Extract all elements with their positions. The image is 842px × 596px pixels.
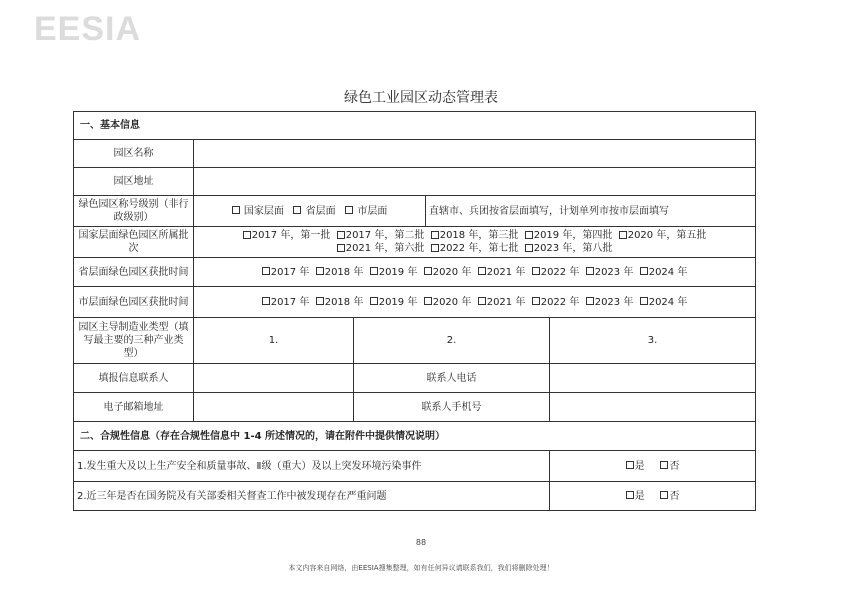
provincial-year-options: [194, 258, 756, 287]
industry-type-label: 园区主导制造业类型（填写最主要的三种产业类型）: [74, 318, 194, 364]
email-label: 电子邮箱地址: [74, 393, 194, 422]
no-option[interactable]: 否: [660, 491, 679, 502]
batch-option[interactable]: 2021 年，第六批: [337, 243, 425, 254]
section-compliance-header: 二、合规性信息（存在合规性信息中 1-4 所述情况的，请在附件中提供情况说明）: [74, 422, 756, 451]
municipal-time-label: 市层面绿色园区获批时间: [74, 287, 194, 318]
checkbox[interactable]: [619, 231, 627, 239]
park-name-field[interactable]: [194, 140, 756, 168]
year-option[interactable]: 2021 年: [478, 267, 526, 278]
year-option[interactable]: 2022 年: [532, 297, 580, 308]
yes-option[interactable]: 是: [626, 461, 645, 472]
compliance-item-2-options: [550, 482, 756, 511]
checkbox[interactable]: [586, 297, 594, 305]
year-option[interactable]: 2023 年: [586, 267, 634, 278]
batch-option[interactable]: 2020 年，第五批: [619, 230, 707, 241]
checkbox[interactable]: [525, 231, 533, 239]
checkbox[interactable]: [478, 297, 486, 305]
title-level-label: 绿色园区称号级别（非行政级别）: [74, 196, 194, 227]
compliance-item-1-text: 1.发生重大及以上生产安全和质量事故、Ⅱ级（重大）及以上突发环境污染事件: [74, 451, 550, 482]
year-option[interactable]: 2020 年: [424, 297, 472, 308]
checkbox[interactable]: [431, 231, 439, 239]
year-option[interactable]: 2021 年: [478, 297, 526, 308]
level-option-provincial[interactable]: 省层面: [293, 206, 335, 217]
park-address-field[interactable]: [194, 168, 756, 196]
contact-person-field[interactable]: [194, 364, 354, 393]
checkbox[interactable]: [243, 231, 251, 239]
checkbox[interactable]: [424, 297, 432, 305]
year-option[interactable]: 2019 年: [370, 297, 418, 308]
checkbox[interactable]: [640, 267, 648, 275]
section-basic-info-header: 一、基本信息: [74, 112, 756, 140]
checkbox[interactable]: [431, 244, 439, 252]
batch-option[interactable]: 2019 年，第四批: [525, 230, 613, 241]
batch-option[interactable]: 2018 年，第三批: [431, 230, 519, 241]
year-option[interactable]: 2019 年: [370, 267, 418, 278]
checkbox[interactable]: [478, 267, 486, 275]
year-option[interactable]: 2023 年: [586, 297, 634, 308]
checkbox[interactable]: [262, 267, 270, 275]
checkbox[interactable]: [337, 231, 345, 239]
year-option[interactable]: 2018 年: [316, 267, 364, 278]
checkbox[interactable]: [293, 206, 301, 214]
checkbox[interactable]: [345, 206, 353, 214]
year-option[interactable]: 2022 年: [532, 267, 580, 278]
checkbox[interactable]: [640, 297, 648, 305]
footer-disclaimer: 本文内容来自网络，由EESIA搜集整理，如有任何异议请联系我们，我们将删除处理！: [288, 564, 554, 572]
checkbox[interactable]: [660, 461, 668, 469]
checkbox[interactable]: [262, 297, 270, 305]
batch-option[interactable]: 2017 年，第二批: [337, 230, 425, 241]
batch-option[interactable]: 2022 年，第七批: [431, 243, 519, 254]
checkbox[interactable]: [337, 244, 345, 252]
checkbox[interactable]: [626, 491, 634, 499]
checkbox[interactable]: [626, 461, 634, 469]
checkbox[interactable]: [660, 491, 668, 499]
year-option[interactable]: 2018 年: [316, 297, 364, 308]
checkbox[interactable]: [316, 267, 324, 275]
yes-option[interactable]: 是: [626, 491, 645, 502]
year-option[interactable]: 2024 年: [640, 267, 688, 278]
eesia-logo: EESIA: [34, 10, 142, 48]
checkbox[interactable]: [532, 297, 540, 305]
provincial-time-label: 省层面绿色园区获批时间: [74, 258, 194, 287]
checkbox[interactable]: [232, 206, 240, 214]
compliance-item-1-options: [550, 451, 756, 482]
checkbox[interactable]: [370, 267, 378, 275]
contact-phone-label: 联系人电话: [354, 364, 550, 393]
checkbox[interactable]: [532, 267, 540, 275]
industry-field-1[interactable]: 1.: [194, 318, 354, 364]
checkbox[interactable]: [424, 267, 432, 275]
park-name-label: 园区名称: [74, 140, 194, 168]
level-option-national[interactable]: 国家层面: [232, 206, 284, 217]
national-batch-options: [194, 227, 756, 258]
batch-option[interactable]: 2017 年，第一批: [243, 230, 331, 241]
contact-person-label: 填报信息联系人: [74, 364, 194, 393]
year-option[interactable]: 2020 年: [424, 267, 472, 278]
checkbox[interactable]: [370, 297, 378, 305]
batch-option[interactable]: 2023 年，第八批: [525, 243, 613, 254]
mobile-label: 联系人手机号: [354, 393, 550, 422]
management-form-table: [73, 111, 756, 511]
checkbox[interactable]: [586, 267, 594, 275]
level-option-municipal[interactable]: 市层面: [345, 206, 387, 217]
no-option[interactable]: 否: [660, 461, 679, 472]
municipal-year-options: [194, 287, 756, 318]
industry-field-3[interactable]: 3.: [550, 318, 756, 364]
page-number: 88: [415, 538, 427, 547]
national-batch-label: 国家层面绿色园区所属批次: [74, 227, 194, 258]
compliance-item-2-text: 2.近三年是否在国务院及有关部委相关督查工作中被发现存在严重问题: [74, 482, 550, 511]
email-field[interactable]: [194, 393, 354, 422]
mobile-field[interactable]: [550, 393, 756, 422]
park-address-label: 园区地址: [74, 168, 194, 196]
year-option[interactable]: 2017 年: [262, 267, 310, 278]
year-option[interactable]: 2024 年: [640, 297, 688, 308]
page-title: 绿色工业园区动态管理表: [344, 90, 498, 106]
year-option[interactable]: 2017 年: [262, 297, 310, 308]
title-level-options: [194, 196, 426, 227]
contact-phone-field[interactable]: [550, 364, 756, 393]
checkbox[interactable]: [525, 244, 533, 252]
title-level-note: 直辖市、兵团按省层面填写，计划单列市按市层面填写: [426, 196, 756, 227]
checkbox[interactable]: [316, 297, 324, 305]
industry-field-2[interactable]: 2.: [354, 318, 550, 364]
